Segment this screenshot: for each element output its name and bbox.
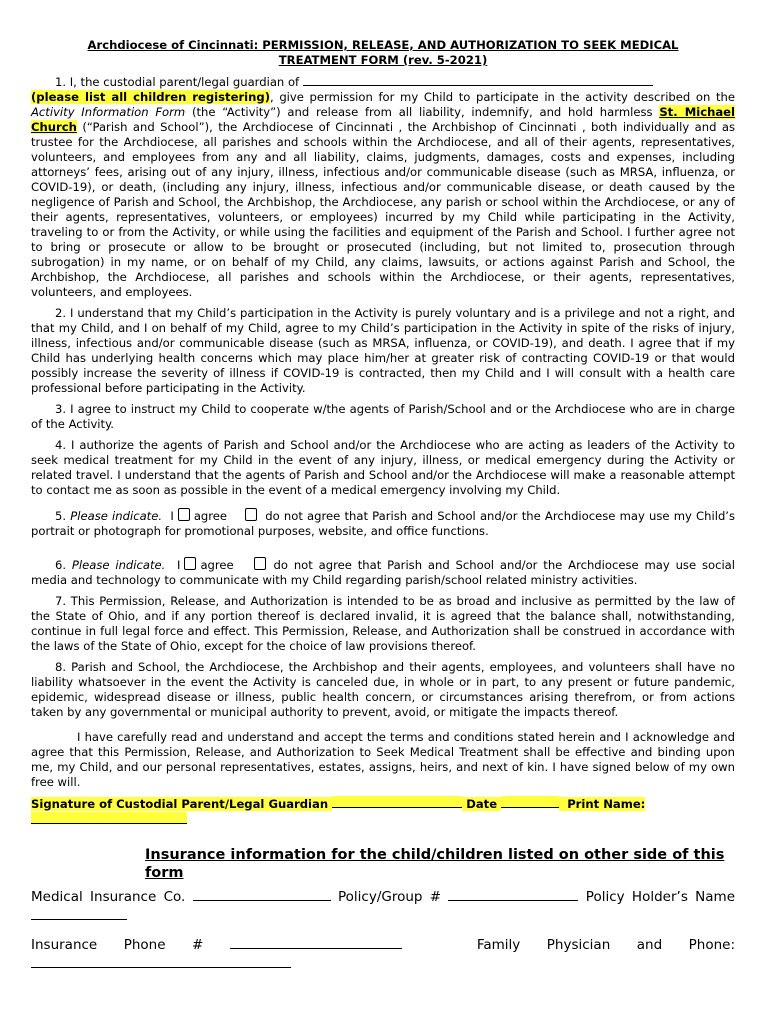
date-label: Date xyxy=(466,797,498,811)
insurance-line-1: Medical Insurance Co. Policy/Group # Policy Holder’s Name xyxy=(31,888,735,926)
print-name-field[interactable] xyxy=(31,812,187,824)
paragraph-5: 5. Please indicate. I agree do not agree that Parish and School and/or the Archdiocese may use my Child’s portrait or photograph for promotional purposes, website, and office functions. xyxy=(31,509,736,538)
signature-line xyxy=(31,796,735,828)
paragraph-1: 1. I, the custodial parent/legal guardian of (please list all children registering), give permission for my Child to participate in the activity described on the Activity Information Form (the “Activity”) and release from all liability, indemnify, and hold harmless St. Michael Church (“Parish and School”), the Archdiocese of Cincinnati , the Archbishop of Cincinnati , both individually and as trustee for the Archdiocese, all parishes and schools within the Archdiocese, and all of their agents, representatives, volunteers, and employees from any and all liability, claims, judgments, damages, costs and expenses, including attorneys’ fees, arising out of any injury, illness, infectious and/or communicable disease (such as MRSA, influenza, or COVID-19), or death, (including any injury, illness, infectious and/or communicable disease, or death caused by the negligence of Parish and School, the Archbishop, the Archdiocese, any parish or school within the Archdiocese, or any of their agents, representatives, volunteers, or employees) incurred by my Child while participating in the Activity, traveling to or from the Activity, or while using the facilities and equipment of the Parish and School. I further agree not to bring or prosecute or allow to be brought or prosecuted (including, but not limited to, prosecution through subrogation) in my name, or on behalf of my Child, any claims, lawsuits, or actions against Parish and School, the Archbishop, the Archdiocese, all parishes and schools within the Archdiocese, or their agents, representatives, volunteers, and employees. xyxy=(31,75,736,299)
print-name-label: Print Name: xyxy=(567,797,646,811)
insurance-phone-field[interactable] xyxy=(230,937,402,949)
signature-field[interactable] xyxy=(332,796,462,808)
date-field[interactable] xyxy=(501,796,559,808)
form-title xyxy=(31,38,735,68)
insurance-line-2: Insurance Phone # Family Physician and Phone: xyxy=(31,936,735,974)
social-agree-checkbox[interactable] xyxy=(184,557,196,570)
paragraph-2: 2. I understand that my Child’s participation in the Activity is purely voluntary and is a privilege and not a right, and that my Child, and I on behalf of my Child, agree to my Child’s participation in the Activity in spite of the risks of injury, illness, infectious and/or communicable disease (such as MRSA, influenza, or COVID-19), and death. I agree that if my Child has underlying health concerns which may place him/her at greater risk of contracting COVID-19 or that would possibly increase the severity of illness if COVID-19 is contracted, then my Child and I will consult with a health care professional before participating in the Activity. xyxy=(31,306,735,395)
family-physician-field[interactable] xyxy=(31,956,291,968)
social-disagree-checkbox[interactable] xyxy=(254,557,266,570)
children-highlight: (please list all children registering) xyxy=(31,90,271,104)
signature-label: Signature of Custodial Parent/Legal Guardian xyxy=(31,797,329,811)
paragraph-4: 4. I authorize the agents of Parish and School and/or the Archdiocese who are acting as leaders of the Activity to seek medical treatment for my Child in the event of any injury, illness, or medical emergency during the Activity or related travel. I understand that the agents of Parish and School and/or the Archdiocese will make a reasonable attempt to contact me as soon as possible in the event of a medical emergency involving my Child. xyxy=(31,438,735,497)
title-line-1: Archdiocese of Cincinnati: PERMISSION, RELEASE, AND AUTHORIZATION TO SEEK MEDICAL xyxy=(87,38,679,52)
acknowledgement: I have carefully read and understand and accept the terms and conditions stated herein and I acknowledge and agree that this Permission, Release, and Authorization to Seek Medical Treatment shall be effective and binding upon me, my Child, and our personal representatives, estates, assigns, heirs, and next of kin. I have signed below of my own free will. xyxy=(31,730,735,789)
paragraph-3: 3. I agree to instruct my Child to cooperate w/the agents of Parish/School and or the Archdiocese who are in charge of the Activity. xyxy=(31,402,735,431)
medical-insurance-field[interactable] xyxy=(193,889,331,901)
paragraph-6: 6. Please indicate. I agree do not agree that Parish and School and/or the Archdiocese may use social media and technology to communicate with my Child regarding parish/school related ministry activities. xyxy=(31,558,735,587)
policy-holder-field[interactable] xyxy=(31,908,127,920)
title-line-2: TREATMENT FORM xyxy=(278,53,399,67)
photo-disagree-checkbox[interactable] xyxy=(245,508,257,521)
insurance-heading: Insurance information for the child/children listed on other side of this form xyxy=(145,847,725,881)
policy-group-field[interactable] xyxy=(448,889,578,901)
paragraph-8: 8. Parish and School, the Archdiocese, the Archbishop and their agents, employees, and volunteers shall have no liability whatsoever in the event the Activity is canceled due, in whole or in part, to any present or future pandemic, epidemic, widespread disease or illness, public health concern, or circumstances arising therefrom, or from actions taken by any governmental or municipal authority to prevent, avoid, or mitigate the impacts thereof. xyxy=(31,660,735,719)
children-names-field[interactable] xyxy=(303,74,653,86)
activity-form-ref: Activity Information Form xyxy=(31,105,186,119)
paragraph-7: 7. This Permission, Release, and Authorization is intended to be as broad and inclusive as permitted by the law of the State of Ohio, and if any portion thereof is declared invalid, it is agreed that the balance shall, notwithstanding, continue in full legal force and effect. This Permission, Release, and Authorization shall be construed in accordance with the laws of the State of Ohio, except for the choice of law provisions thereof. xyxy=(31,594,735,653)
church-name: St. Michael Church xyxy=(31,105,736,134)
revision-label: (rev. 5-2021) xyxy=(402,53,488,67)
photo-agree-checkbox[interactable] xyxy=(178,508,190,521)
permission-form xyxy=(31,38,735,984)
